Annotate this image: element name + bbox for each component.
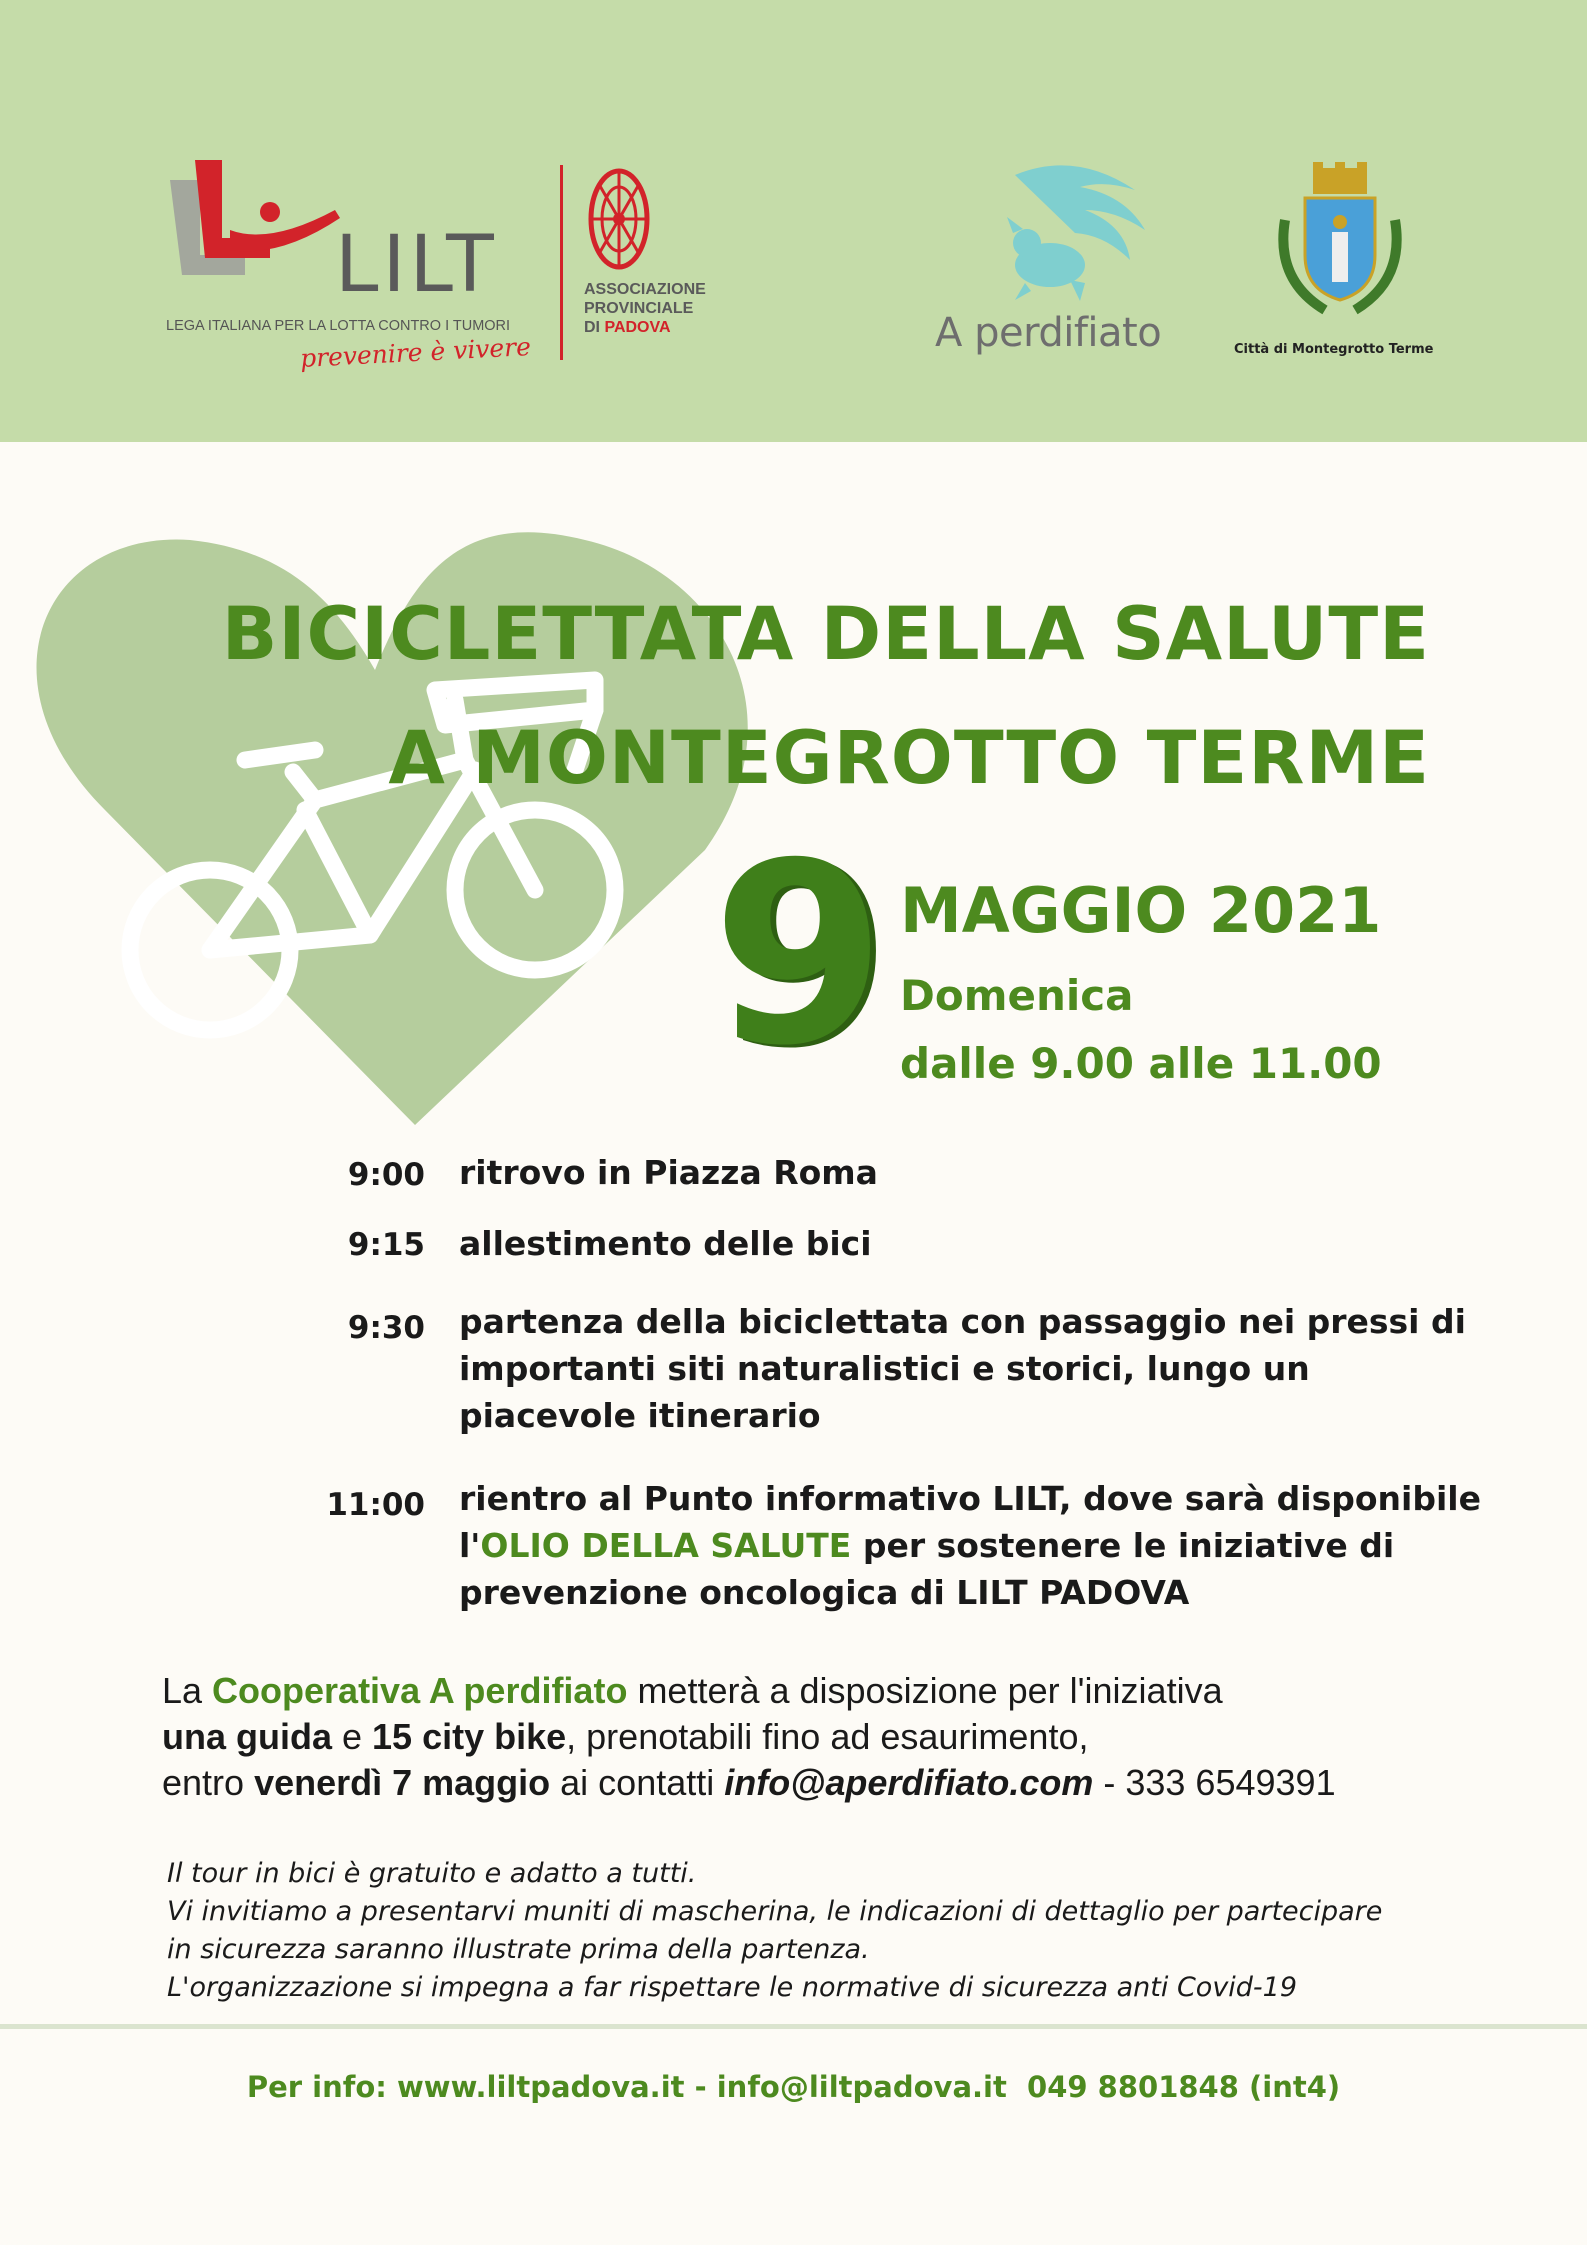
event-weekday: Domenica [900,971,1134,1020]
squirrel-icon [985,155,1155,305]
assoc-line-3 [584,318,706,337]
event-day-number: 9 [712,809,886,1100]
notes-block [167,1855,1507,2007]
coop-text-3: e [332,1716,373,1757]
coop-text-6: ai contatti [550,1762,725,1803]
schedule-desc-4-part2: per sostenere le iniziative di prevenzione oncologica di LILT PADOVA [459,1526,1395,1612]
note-line-2: Vi invitiamo a presentarvi muniti di mascherina, le indicazioni di dettaglio per partecipare [167,1896,1383,1927]
schedule-desc-1: ritrovo in Piazza Roma [459,1153,878,1192]
footer-divider [0,2024,1587,2029]
coop-deadline: venerdì 7 maggio [254,1762,551,1803]
coop-bikes: 15 city bike [372,1716,567,1757]
schedule-desc-4 [459,1475,1489,1616]
coop-text-4: , prenotabili fino ad esaurimento, [566,1716,1089,1757]
lilt-subtitle: LEGA ITALIANA PER LA LOTTA CONTRO I TUMORI [166,318,511,334]
coop-org-name: Cooperativa A perdifiato [212,1670,628,1711]
lilt-figure-icon [160,150,360,310]
note-line-1: Il tour in bici è gratuito e adatto a tutti. [167,1858,697,1889]
lilt-logo [160,150,580,380]
coop-email-link[interactable]: info@aperdifiato.com [724,1762,1094,1803]
assoc-line-3-prefix: DI [584,319,605,336]
note-line-3: in sicurezza saranno illustrate prima della partenza. [167,1934,870,1965]
event-month-year: MAGGIO 2021 [900,874,1382,947]
event-title-line-2: A MONTEGROTTO TERME [388,716,1430,801]
lilt-wordmark: LILT [335,220,498,310]
coop-phone: - 333 6549391 [1093,1762,1336,1803]
schedule-time-2: 9:15 [347,1227,425,1263]
lilt-slogan: prevenire è vivere [299,331,532,374]
schedule-time-4: 11:00 [326,1487,425,1523]
cooperativa-paragraph [162,1668,1522,1806]
schedule-desc-3: partenza della biciclettata con passaggio nei pressi di importanti siti naturalistici e storici, lungo un piacevole itinerario [459,1302,1466,1435]
logo-divider [560,165,563,360]
assoc-provinciale-label [584,280,706,337]
olio-della-salute-highlight: OLIO DELLA SALUTE [480,1526,852,1565]
assoc-line-2: PROVINCIALE [584,300,694,317]
schedule-time-1: 9:00 [347,1157,425,1193]
city-crest-icon [1275,160,1405,320]
note-line-4: L'organizzazione si impegna a far rispettare le normative di sicurezza anti Covid-19 [167,1972,1298,2003]
schedule-desc-4-part1: rientro al Punto informativo LILT, dove sarà disponibile l' [459,1479,1481,1565]
coop-text-5: entro [162,1762,255,1803]
event-hours: dalle 9.00 alle 11.00 [900,1039,1382,1088]
schedule-desc-2: allestimento delle bici [459,1224,872,1263]
shield-icon [588,168,650,270]
header-banner [0,0,1587,442]
assoc-line-3-city: PADOVA [604,319,671,336]
schedule-time-3: 9:30 [347,1310,425,1346]
aperdifiato-logo-text: A perdifiato [935,310,1162,356]
coop-text-1: La [162,1670,213,1711]
assoc-line-1: ASSOCIAZIONE [584,281,706,298]
coop-guide: una guida [162,1716,332,1757]
footer-contact-info: Per info: www.liltpadova.it - info@liltpadova.it 049 8801848 (int4) [246,2070,1341,2104]
event-title-line-1: BICICLETTATA DELLA SALUTE [221,592,1430,677]
city-name-label: Città di Montegrotto Terme [1234,342,1434,357]
coop-text-2: metterà a disposizione per l'iniziativa [627,1670,1223,1711]
